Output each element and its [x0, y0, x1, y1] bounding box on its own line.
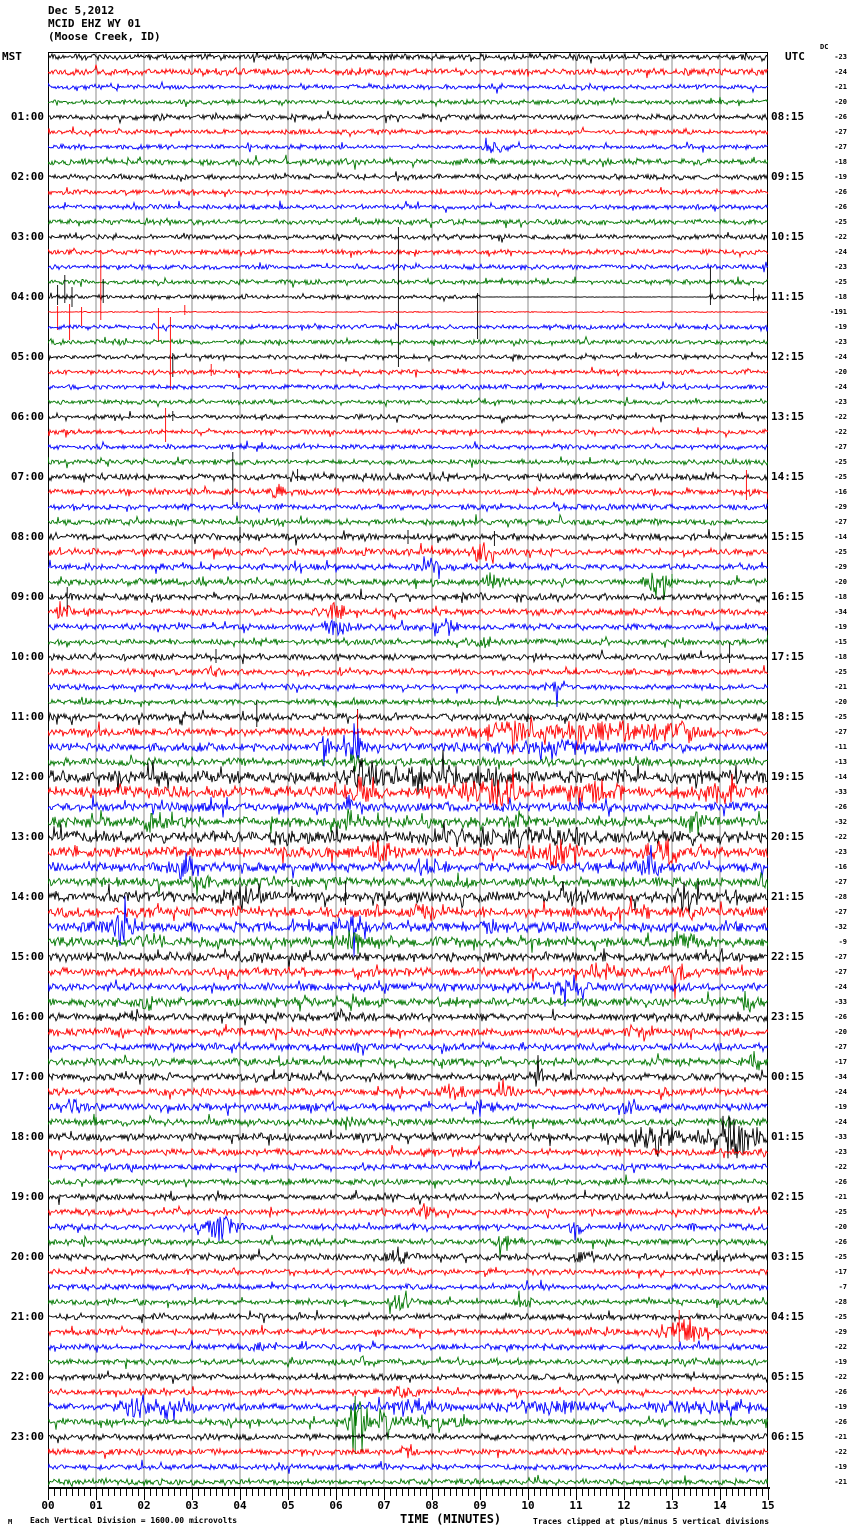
minute-label: 09 — [473, 1499, 487, 1512]
trace-row — [48, 696, 768, 709]
hour-label-utc: 09:15 — [771, 170, 805, 183]
dc-value: -19 — [834, 1403, 847, 1411]
dc-value: -25 — [834, 668, 847, 676]
trace-row — [48, 502, 768, 512]
trace-row — [48, 65, 768, 79]
hour-label-utc: 08:15 — [771, 110, 805, 123]
dc-value: -25 — [834, 458, 847, 466]
hour-label-mst: 03:00 — [10, 230, 44, 243]
utc-axis-label: UTC — [785, 50, 805, 63]
dc-value: -20 — [834, 698, 847, 706]
hour-label-utc: 05:15 — [771, 1370, 805, 1383]
trace-row — [48, 587, 768, 609]
trace-row — [48, 452, 768, 505]
dc-value: -25 — [834, 473, 847, 481]
trace-row — [48, 1371, 768, 1384]
dc-value: -25 — [834, 1253, 847, 1261]
dc-value: -18 — [834, 158, 847, 166]
dc-value: -24 — [834, 68, 847, 76]
hour-label-mst: 02:00 — [10, 170, 44, 183]
trace-row — [48, 1160, 768, 1174]
dc-value: -27 — [834, 1043, 847, 1051]
dc-value: -27 — [834, 728, 847, 736]
dc-value: -21 — [834, 83, 847, 91]
trace-row — [48, 1267, 768, 1279]
dc-value: -21 — [834, 683, 847, 691]
hour-label-mst: 18:00 — [10, 1130, 44, 1143]
trace-row — [48, 701, 768, 733]
trace-row — [48, 470, 768, 500]
hour-label-mst: 16:00 — [10, 1010, 44, 1023]
hour-label-utc: 23:15 — [771, 1010, 805, 1023]
dc-value: -18 — [834, 653, 847, 661]
trace-row — [48, 808, 768, 834]
trace-row — [48, 201, 768, 213]
trace-row — [48, 1175, 768, 1189]
trace-row — [48, 411, 768, 423]
dc-value: -22 — [834, 833, 847, 841]
minute-label: 02 — [137, 1499, 151, 1512]
dc-value: -26 — [834, 113, 847, 121]
hour-label-utc: 06:15 — [771, 1430, 805, 1443]
dc-value: -22 — [834, 1373, 847, 1381]
dc-value: -16 — [834, 863, 847, 871]
dc-value: -27 — [834, 518, 847, 526]
hour-label-utc: 16:15 — [771, 590, 805, 603]
minute-label: 05 — [281, 1499, 295, 1512]
trace-row — [48, 227, 768, 367]
trace-row — [48, 618, 768, 636]
dc-value: -19 — [834, 1358, 847, 1366]
dc-value: -25 — [834, 1208, 847, 1216]
dc-value: -14 — [834, 533, 847, 541]
trace-row — [48, 111, 768, 123]
x-axis-title: TIME (MINUTES) — [400, 1512, 502, 1526]
trace-row — [48, 601, 768, 619]
minute-label: 03 — [185, 1499, 199, 1512]
hour-label-mst: 12:00 — [10, 770, 44, 783]
trace-row — [48, 1280, 768, 1291]
trace-row — [48, 337, 768, 346]
trace-row — [48, 441, 768, 452]
dc-value: -27 — [834, 953, 847, 961]
hour-label-utc: 13:15 — [771, 410, 805, 423]
hour-label-utc: 00:15 — [771, 1070, 805, 1083]
trace-row — [48, 1203, 768, 1219]
minute-label: 08 — [425, 1499, 439, 1512]
hour-label-mst: 05:00 — [10, 350, 44, 363]
minute-label: 10 — [521, 1499, 535, 1512]
dc-value: -19 — [834, 173, 847, 181]
dc-value: -191 — [830, 308, 847, 316]
dc-value: -25 — [834, 1313, 847, 1321]
trace-row — [48, 1145, 768, 1160]
footer-mark: M — [8, 1518, 13, 1526]
dc-value: -16 — [834, 488, 847, 496]
dc-value: -23 — [834, 53, 847, 61]
hour-label-mst: 07:00 — [10, 470, 44, 483]
footer-scale-note: Each Vertical Division = 1600.00 microvolts — [30, 1516, 238, 1525]
trace-row — [48, 768, 768, 808]
dc-value: -29 — [834, 1328, 847, 1336]
dc-value: -26 — [834, 1418, 847, 1426]
hour-label-utc: 10:15 — [771, 230, 805, 243]
hour-label-mst: 21:00 — [10, 1310, 44, 1323]
dc-value: -20 — [834, 98, 847, 106]
hour-label-mst: 08:00 — [10, 530, 44, 543]
dc-value: -24 — [834, 1088, 847, 1096]
dc-value: -15 — [834, 638, 847, 646]
hour-label-mst: 17:00 — [10, 1070, 44, 1083]
dc-value: -18 — [834, 293, 847, 301]
trace-row — [48, 839, 768, 868]
title-location: (Moose Creek, ID) — [48, 30, 161, 43]
dc-value: -24 — [834, 383, 847, 391]
dc-value: -23 — [834, 1148, 847, 1156]
trace-row — [48, 821, 768, 849]
dc-value: -14 — [834, 773, 847, 781]
dc-value: -26 — [834, 188, 847, 196]
trace-row — [48, 1114, 768, 1130]
trace-row — [48, 1051, 768, 1070]
dc-value: -25 — [834, 713, 847, 721]
dc-value: -25 — [834, 548, 847, 556]
hour-label-utc: 17:15 — [771, 650, 805, 663]
dc-value: -21 — [834, 1478, 847, 1486]
dc-value: -7 — [838, 1283, 847, 1291]
trace-row — [48, 1340, 768, 1353]
dc-value: -27 — [834, 968, 847, 976]
dc-value: -22 — [834, 428, 847, 436]
dc-value: -21 — [834, 1433, 847, 1441]
dc-value: -26 — [834, 1388, 847, 1396]
minute-label: 15 — [761, 1499, 775, 1512]
dc-value: -26 — [834, 1238, 847, 1246]
trace-row — [48, 527, 768, 546]
dc-value: -25 — [834, 218, 847, 226]
minute-label: 14 — [713, 1499, 727, 1512]
dc-value: -22 — [834, 1448, 847, 1456]
hour-label-mst: 13:00 — [10, 830, 44, 843]
dc-value: -34 — [834, 1073, 847, 1081]
hour-label-utc: 03:15 — [771, 1250, 805, 1263]
dc-value: -26 — [834, 1013, 847, 1021]
trace-row — [48, 323, 768, 331]
hour-label-utc: 02:15 — [771, 1190, 805, 1203]
minute-label: 04 — [233, 1499, 247, 1512]
hour-label-mst: 22:00 — [10, 1370, 44, 1383]
dc-value: -28 — [834, 893, 847, 901]
hour-label-utc: 15:15 — [771, 530, 805, 543]
dc-value: -26 — [834, 803, 847, 811]
trace-row — [48, 82, 768, 94]
trace-row — [48, 262, 768, 272]
minute-label: 00 — [41, 1499, 55, 1512]
dc-value: -17 — [834, 1268, 847, 1276]
trace-row — [48, 1460, 768, 1474]
trace-row — [48, 1247, 768, 1264]
trace-row — [48, 171, 768, 181]
dc-value: -18 — [834, 593, 847, 601]
trace-row — [48, 187, 768, 197]
hour-label-utc: 01:15 — [771, 1130, 805, 1143]
footer-clip-note: Traces clipped at plus/minus 5 vertical divisions — [533, 1517, 770, 1526]
trace-row — [48, 556, 768, 579]
trace-row — [48, 1235, 768, 1258]
trace-row — [48, 52, 768, 63]
trace-row — [48, 381, 768, 390]
trace-row — [48, 896, 768, 923]
dc-value: -17 — [834, 1058, 847, 1066]
trace-row — [48, 1475, 768, 1486]
dc-value: -21 — [834, 1193, 847, 1201]
dc-value: -9 — [838, 938, 847, 946]
dc-value: -19 — [834, 1103, 847, 1111]
trace-row — [48, 754, 768, 772]
hour-label-mst: 01:00 — [10, 110, 44, 123]
dc-value: -25 — [834, 278, 847, 286]
hour-label-utc: 20:15 — [771, 830, 805, 843]
dc-value: -26 — [834, 203, 847, 211]
title-date: Dec 5,2012 — [48, 4, 115, 17]
trace-row — [48, 138, 768, 153]
trace-row — [48, 896, 768, 956]
hour-label-mst: 23:00 — [10, 1430, 44, 1443]
trace-row — [48, 643, 768, 664]
dc-value: -27 — [834, 443, 847, 451]
dc-column-label: DC — [820, 43, 829, 51]
hour-label-utc: 04:15 — [771, 1310, 805, 1323]
hour-label-mst: 04:00 — [10, 290, 44, 303]
dc-value: -20 — [834, 1223, 847, 1231]
minute-label: 12 — [617, 1499, 631, 1512]
trace-row — [48, 635, 768, 648]
dc-value: -27 — [834, 128, 847, 136]
dc-value: -27 — [834, 878, 847, 886]
hour-label-utc: 21:15 — [771, 890, 805, 903]
dc-value: -24 — [834, 983, 847, 991]
hour-label-mst: 14:00 — [10, 890, 44, 903]
dc-value: -27 — [834, 143, 847, 151]
dc-value: -33 — [834, 788, 847, 796]
trace-row — [48, 1042, 768, 1056]
hour-label-utc: 11:15 — [771, 290, 805, 303]
dc-value: -23 — [834, 338, 847, 346]
dc-value: -33 — [834, 998, 847, 1006]
dc-value: -27 — [834, 908, 847, 916]
trace-row — [48, 1386, 768, 1398]
dc-value: -20 — [834, 578, 847, 586]
trace-row — [48, 126, 768, 136]
dc-value: -22 — [834, 413, 847, 421]
minute-label: 11 — [569, 1499, 583, 1512]
trace-row — [48, 1099, 768, 1117]
trace-row — [48, 930, 768, 954]
dc-value: -11 — [834, 743, 847, 751]
hour-label-mst: 15:00 — [10, 950, 44, 963]
dc-value: -28 — [834, 1298, 847, 1306]
dc-value: -29 — [834, 563, 847, 571]
hour-label-mst: 10:00 — [10, 650, 44, 663]
title-station: MCID EHZ WY 01 — [48, 17, 141, 30]
dc-value: -22 — [834, 1343, 847, 1351]
hour-label-utc: 18:15 — [771, 710, 805, 723]
dc-value: -23 — [834, 848, 847, 856]
dc-value: -20 — [834, 368, 847, 376]
seismogram-traces — [48, 52, 768, 1488]
trace-row — [48, 542, 768, 563]
trace-row — [48, 514, 768, 527]
minute-label: 07 — [377, 1499, 391, 1512]
minute-label: 13 — [665, 1499, 679, 1512]
hour-label-mst: 11:00 — [10, 710, 44, 723]
dc-value: -23 — [834, 398, 847, 406]
trace-row — [48, 1190, 768, 1205]
minute-label: 01 — [89, 1499, 103, 1512]
dc-value: -29 — [834, 503, 847, 511]
trace-row — [48, 1216, 768, 1241]
hour-label-mst: 19:00 — [10, 1190, 44, 1203]
hour-label-mst: 09:00 — [10, 590, 44, 603]
trace-row — [48, 1432, 768, 1443]
dc-value: -19 — [834, 623, 847, 631]
trace-row — [48, 1009, 768, 1026]
trace-row — [48, 232, 768, 242]
dc-value: -26 — [834, 1178, 847, 1186]
trace-row — [48, 665, 768, 677]
trace-row — [48, 1310, 768, 1323]
hour-label-utc: 14:15 — [771, 470, 805, 483]
dc-value: -32 — [834, 818, 847, 826]
minute-label: 06 — [329, 1499, 343, 1512]
trace-row — [48, 456, 768, 468]
trace-row — [48, 1291, 768, 1314]
trace-row — [48, 97, 768, 107]
dc-value: -32 — [834, 923, 847, 931]
trace-row — [48, 1444, 768, 1459]
trace-row — [48, 795, 768, 817]
trace-row — [48, 991, 768, 1012]
trace-row — [48, 397, 768, 407]
trace-row — [48, 873, 768, 896]
dc-value: -34 — [834, 608, 847, 616]
dc-value: -24 — [834, 1118, 847, 1126]
dc-value: -33 — [834, 1133, 847, 1141]
hour-label-utc: 19:15 — [771, 770, 805, 783]
hour-label-mst: 06:00 — [10, 410, 44, 423]
dc-value: -22 — [834, 1163, 847, 1171]
trace-row — [48, 277, 768, 288]
trace-row — [48, 408, 768, 442]
trace-row — [48, 248, 768, 257]
trace-row — [48, 948, 768, 969]
dc-value: -24 — [834, 353, 847, 361]
seismogram-plot — [48, 52, 768, 1488]
trace-row — [48, 1024, 768, 1041]
dc-value: -20 — [834, 1028, 847, 1036]
mst-axis-label: MST — [2, 50, 22, 63]
dc-value: -19 — [834, 323, 847, 331]
dc-value: -23 — [834, 263, 847, 271]
trace-row — [48, 155, 768, 170]
hour-label-utc: 12:15 — [771, 350, 805, 363]
dc-value: -13 — [834, 758, 847, 766]
hour-label-mst: 20:00 — [10, 1250, 44, 1263]
hour-label-utc: 22:15 — [771, 950, 805, 963]
trace-row — [48, 1356, 768, 1369]
dc-value: -24 — [834, 248, 847, 256]
trace-row — [48, 217, 768, 228]
trace-row — [48, 1396, 768, 1454]
dc-value: -22 — [834, 233, 847, 241]
trace-row — [48, 963, 768, 999]
dc-value: -19 — [834, 1463, 847, 1471]
trace-row — [48, 1079, 768, 1100]
